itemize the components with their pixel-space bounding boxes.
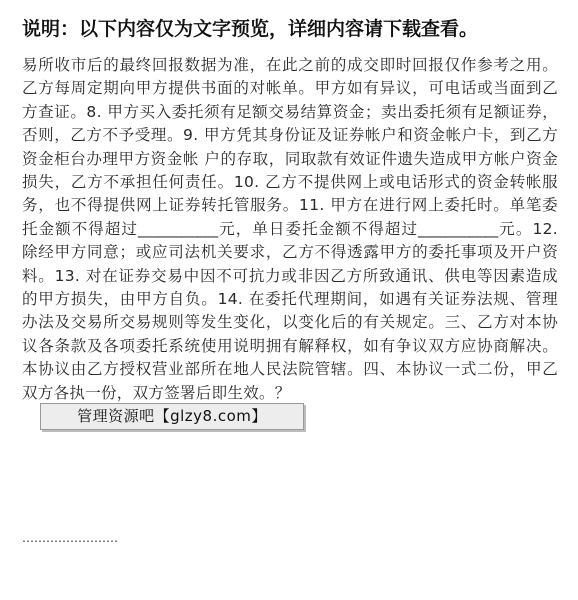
site-watermark: 管理资源吧【glzy8.com】	[40, 403, 304, 430]
preview-notice: 说明：以下内容仅为文字预览，详细内容请下载查看。	[22, 18, 479, 40]
document-body: 易所收市后的最终回报数据为准，在此之前的成交即时回报仅作参考之用。乙方每周定期向甲方提供书面的对帐单。甲方如有异议，可电话或当面到乙方查证。8. 甲方买入委托须有足额交易结算资金；卖出委托须有足额证券，否则，乙方不予受理。9. 甲方凭其身份证及证券帐户和资金帐户卡，到乙方资金柜台办理甲方资金帐 户的存取，同取款有效证件遗失造成甲方帐户资金损失，乙方不承担任何责任。10. 乙方不提供网上或电话形式的资金转帐服务，也不得提供网上证券转托管服务。11. 甲方在进行网上委托时。单笔委托金额不得超过__________元，单日委托金额不得超过__________元。12. 除经甲方同意；或应司法机关要求，乙方不得透露甲方的委托事项及开户资料。13. 对在证券交易中因不可抗力或非因乙方所致通讯、供电等因素造成的甲方损失，由甲方自负。14. 在委托代理期间，如遇有关证券法规、管理办法及交易所交易规则等发生变化，以变化后的有关规定。三、乙方对本协议各条款及各项委托系统使用说明拥有解释权，如有争议双方应协商解决。本协议由乙方授权营业部所在地人民法院管辖。四、本协议一式二份，甲乙双方各执一份，双方签署后即生效。？	[22, 56, 558, 402]
continuation-ellipsis: ……………………	[22, 531, 118, 545]
